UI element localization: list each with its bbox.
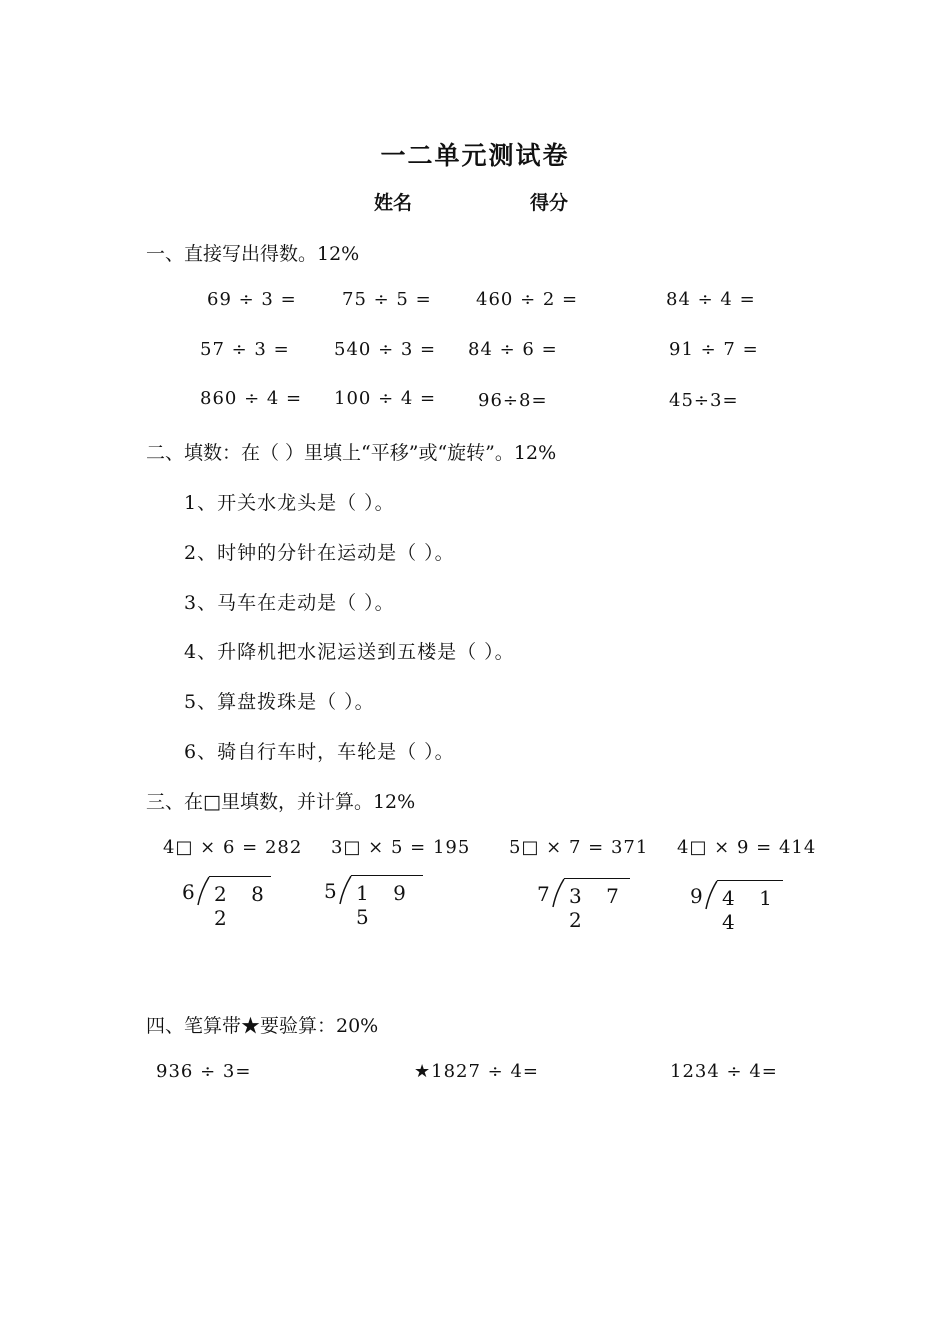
fill-item: 5、算盘拨珠是（ ）。 xyxy=(184,691,375,713)
fill-item: 1、开关水龙头是（ ）。 xyxy=(184,492,395,514)
calc-problem: 96÷8= xyxy=(478,390,548,411)
long-division xyxy=(690,880,786,934)
calc-problem: 91 ÷ 7 = xyxy=(669,339,759,360)
name-label: 姓名 xyxy=(374,192,413,214)
calc-problem: 460 ÷ 2 = xyxy=(476,289,579,310)
box-problem: 5□ × 7 = 371 xyxy=(509,837,649,858)
written-problem: ★1827 ÷ 4= xyxy=(414,1061,540,1082)
calc-problem: 57 ÷ 3 = xyxy=(200,339,290,360)
divisor: 6 xyxy=(182,880,195,904)
long-division xyxy=(182,876,274,930)
fill-item: 4、升降机把水泥运送到五楼是（ ）。 xyxy=(184,641,515,663)
calc-problem: 540 ÷ 3 = xyxy=(334,339,437,360)
section-1-heading: 一、直接写出得数。12% xyxy=(146,243,360,265)
fill-item: 2、时钟的分针在运动是（ ）。 xyxy=(184,542,455,564)
calc-problem: 100 ÷ 4 = xyxy=(334,388,437,409)
dividend: 1 9 5 xyxy=(356,881,415,929)
calc-problem: 84 ÷ 4 = xyxy=(666,289,756,310)
box-problem: 3□ × 5 = 195 xyxy=(331,837,471,858)
dividend: 2 8 2 xyxy=(214,882,273,930)
calc-problem: 860 ÷ 4 = xyxy=(200,388,303,409)
vinculum xyxy=(209,876,271,877)
box-problem: 4□ × 9 = 414 xyxy=(677,837,817,858)
score-label: 得分 xyxy=(530,192,569,214)
calc-problem: 45÷3= xyxy=(669,390,739,411)
vinculum xyxy=(351,875,423,876)
calc-problem: 69 ÷ 3 = xyxy=(207,289,297,310)
divisor: 9 xyxy=(690,884,703,908)
vinculum xyxy=(564,878,630,879)
fill-item: 3、马车在走动是（ ）。 xyxy=(184,592,395,614)
box-problem: 4□ × 6 = 282 xyxy=(163,837,303,858)
calc-problem: 75 ÷ 5 = xyxy=(342,289,432,310)
section-3-heading: 三、在□里填数，并计算。12% xyxy=(146,791,416,813)
fill-item: 6、骑自行车时，车轮是（ ）。 xyxy=(184,741,455,763)
vinculum xyxy=(717,880,783,881)
dividend: 3 7 2 xyxy=(569,884,628,932)
page-title: 一二单元测试卷 xyxy=(380,141,570,170)
long-division xyxy=(324,875,426,929)
section-4-heading: 四、笔算带★要验算：20% xyxy=(146,1015,379,1037)
written-problem: 936 ÷ 3= xyxy=(156,1061,252,1082)
long-division xyxy=(537,878,633,932)
written-problem: 1234 ÷ 4= xyxy=(670,1061,778,1082)
calc-problem: 84 ÷ 6 = xyxy=(468,339,558,360)
dividend: 4 1 4 xyxy=(722,886,781,934)
divisor: 7 xyxy=(537,882,550,906)
divisor: 5 xyxy=(324,879,337,903)
section-2-heading: 二、填数：在（ ）里填上“平移”或“旋转”。12% xyxy=(146,442,557,464)
